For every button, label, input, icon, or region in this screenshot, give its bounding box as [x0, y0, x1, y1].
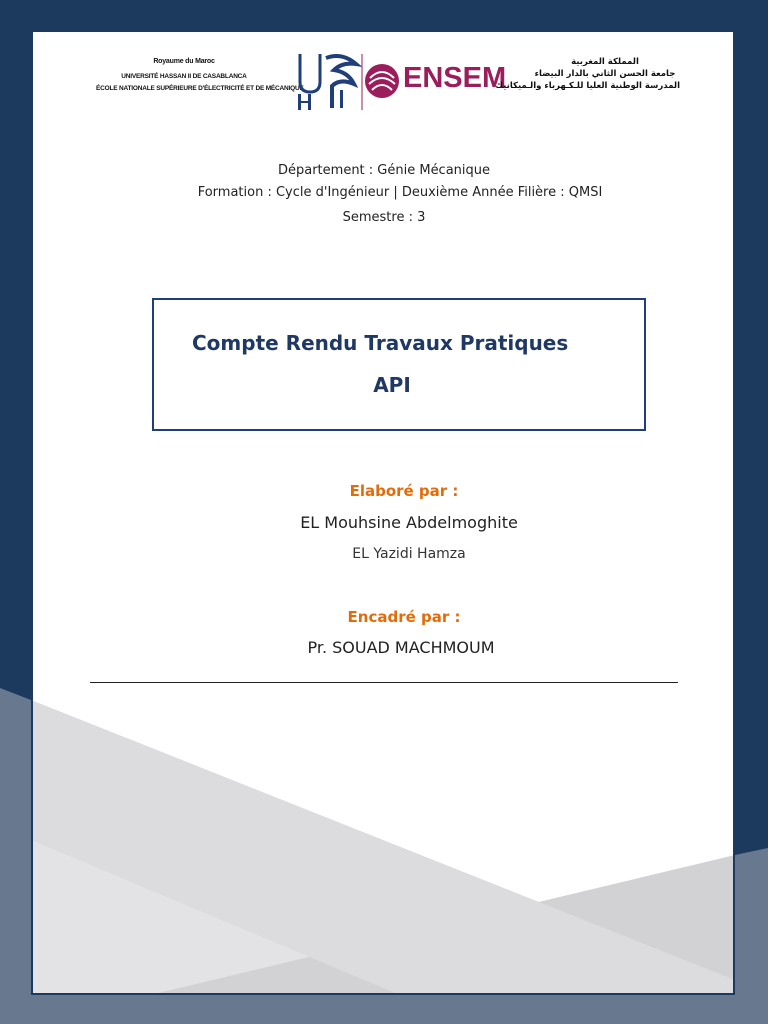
university-logo-arabic: [495, 56, 680, 92]
department-line: Département : Génie Mécanique: [277, 163, 491, 178]
author-name: EL Mouhsine Abdelmoghite: [300, 513, 518, 532]
authors-label: Elaboré par :: [349, 482, 459, 500]
author-name: EL Yazidi Hamza: [352, 546, 466, 562]
arabic-university-name: جامعة الحسن الثاني بالدار البيضاء: [534, 69, 676, 79]
formation-line: Formation : Cycle d'Ingénieur | Deuxième Année Filière : QMSI: [197, 185, 603, 200]
ensem-logo-text: ENSEM: [403, 62, 507, 94]
arabic-kingdom-label: المملكة المغربية: [571, 57, 639, 67]
semester-line: Semestre : 3: [342, 210, 426, 225]
university-logo-french: [96, 56, 304, 94]
report-subject: API: [373, 373, 411, 397]
supervisor-label: Encadré par :: [347, 608, 461, 626]
report-title: Compte Rendu Travaux Pratiques: [192, 331, 569, 355]
title-box: [152, 298, 646, 431]
university-name: UNIVERSITÉ HASSAN II DE CASABLANCA: [121, 73, 247, 80]
uh2-logo: [296, 48, 406, 112]
supervisor-name: Pr. SOUAD MACHMOUM: [307, 638, 495, 657]
school-name: ÉCOLE NATIONALE SUPÉRIEURE D'ÉLECTRICITÉ ET DE MÉCANIQUE: [96, 85, 304, 92]
arabic-school-name: المدرسة الوطنية العليا للـكـهرباء والـميكانيك: [495, 81, 680, 91]
kingdom-label: Royaume du Maroc: [153, 58, 215, 65]
divider-line: [90, 682, 678, 683]
